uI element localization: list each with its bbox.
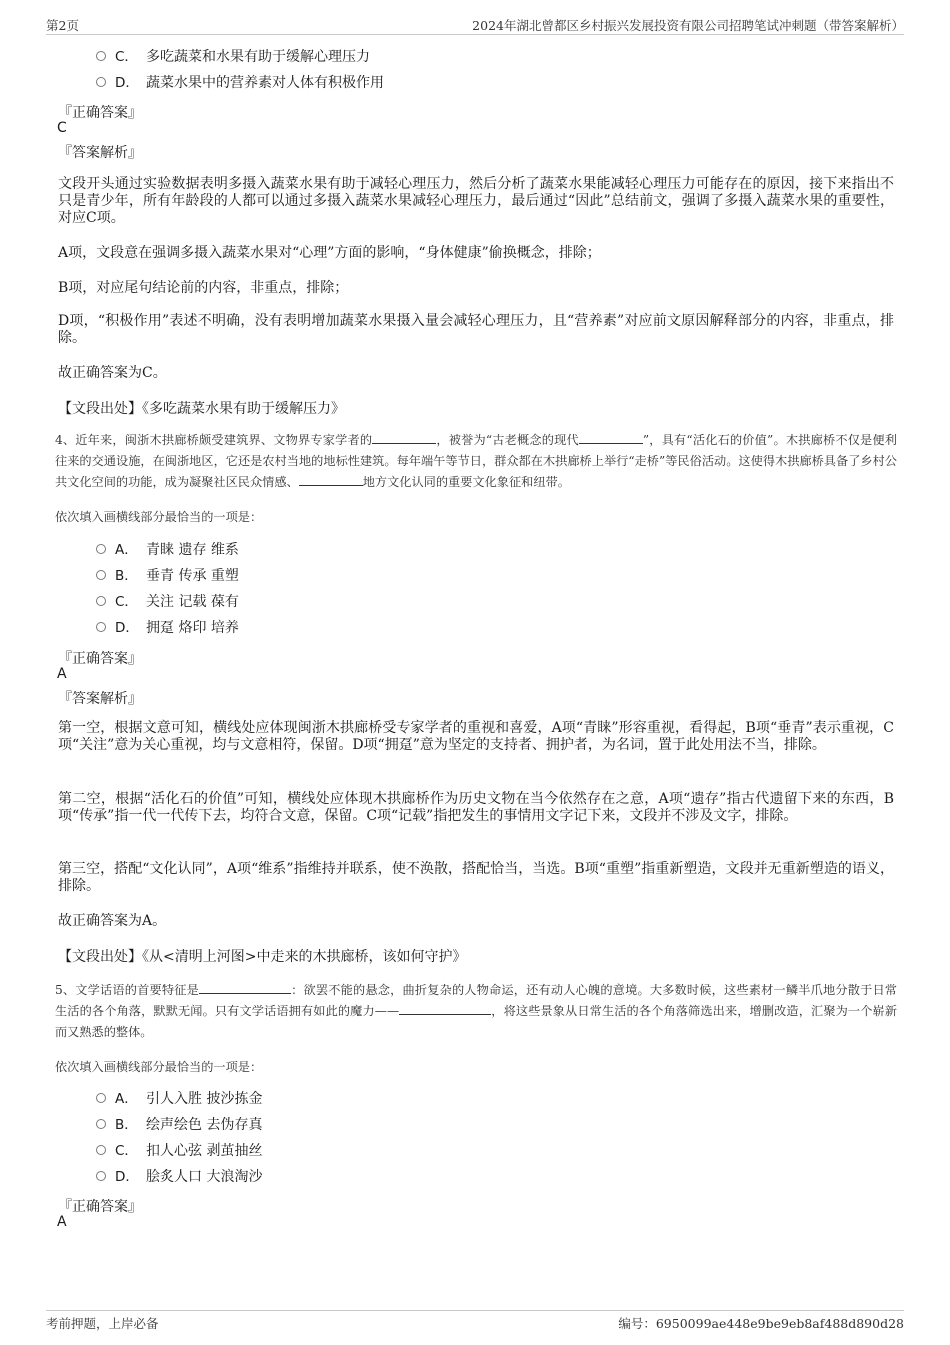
q4-analysis-paragraph: 第一空，根据文意可知，横线处应体现闽浙木拱廊桥受专家学者的重视和喜爱，A项“青睐”形容重视，看得起，B项“垂青”表示重视，C项“关注”意为关心重视，均与文意相符，保留。D项“拥趸”意为坚定的支持者、拥护者，为名词，置于此处用法不当，排除。 <box>58 720 894 753</box>
blank-line <box>579 431 643 444</box>
q4-option-a[interactable] <box>96 540 239 560</box>
option-letter: D． <box>115 620 139 636</box>
q4-analysis-paragraph: 第三空，搭配“文化认同”，A项“维系”指维持并联系，使不涣散，搭配恰当，当选。B项“重塑”指重新塑造，文段并无重新塑造的语义，排除。 <box>58 861 894 894</box>
q3-source: 【文段出处】《多吃蔬菜水果有助于缓解压力》 <box>58 401 345 417</box>
header-divider <box>46 34 904 35</box>
footer-slogan: 考前押题，上岸必备 <box>46 1316 159 1331</box>
option-text: 关注 记载 葆有 <box>146 594 239 610</box>
q5-stem: 5、文学话语的首要特征是 ：欲罢不能的悬念，曲折复杂的人物命运，还有动人心魄的意境。大多数时候，这些素材一鳞半爪地分散于日常生活的各个角落，默默无闻。只有文学话语拥有如此的魔力—— ，将这些景象从日常生活的各个角落筛选出来，增删改造，汇聚为一个崭新而又熟悉的整体。 <box>55 983 898 1039</box>
q4-answer: A <box>57 666 67 682</box>
option-letter: A． <box>115 1091 138 1107</box>
option-text: 脍炙人口 大浪淘沙 <box>146 1169 263 1185</box>
option-text: 蔬菜水果中的营养素对人体有积极作用 <box>146 75 384 91</box>
q5-answer-label: 『正确答案』 <box>58 1199 142 1215</box>
q5-answer: A <box>57 1214 67 1230</box>
q5-option-c[interactable] <box>96 1141 262 1161</box>
option-letter: D． <box>115 75 139 91</box>
q5-intro: 依次填入画横线部分最恰当的一项是： <box>55 1060 263 1074</box>
q3-answer-label: 『正确答案』 <box>58 105 142 121</box>
radio-icon[interactable] <box>96 1093 106 1103</box>
q3-analysis-paragraph: D项，“积极作用”表述不明确，没有表明增加蔬菜水果摄入量会减轻心理压力，且“营养素”对应前文原因解释部分的内容，非重点，排除。 <box>58 313 894 346</box>
q3-analysis-label: 『答案解析』 <box>58 145 142 161</box>
q4-option-b[interactable] <box>96 566 239 586</box>
q3-analysis-paragraph: B项，对应尾句结论前的内容，非重点，排除； <box>58 280 349 296</box>
page-number: 第2页 <box>46 18 79 33</box>
radio-icon[interactable] <box>96 1119 106 1129</box>
option-text: 扣人心弦 剥茧抽丝 <box>146 1143 263 1159</box>
document-title: 2024年湖北曾都区乡村振兴发展投资有限公司招聘笔试冲刺题（带答案解析） <box>472 18 904 33</box>
option-letter: C． <box>115 49 138 65</box>
q4-analysis-label: 『答案解析』 <box>58 691 142 707</box>
option-text: 垂青 传承 重塑 <box>146 568 239 584</box>
radio-icon[interactable] <box>96 570 106 580</box>
q3-analysis-paragraph: 故正确答案为C。 <box>58 365 167 381</box>
radio-icon[interactable] <box>96 1171 106 1181</box>
q3-option-c[interactable] <box>96 47 370 67</box>
blank-line <box>199 981 291 994</box>
q4-option-c[interactable] <box>96 592 239 612</box>
q4-intro: 依次填入画横线部分最恰当的一项是： <box>55 510 263 524</box>
blank-line <box>399 1002 491 1015</box>
option-text: 多吃蔬菜和水果有助于缓解心理压力 <box>146 49 370 65</box>
q5-option-a[interactable] <box>96 1089 262 1109</box>
radio-icon[interactable] <box>96 77 106 87</box>
option-letter: A． <box>115 542 138 558</box>
q4-analysis-paragraph: 故正确答案为A。 <box>58 913 167 929</box>
q3-answer: C <box>57 120 67 136</box>
blank-line <box>299 473 363 486</box>
q4-analysis-paragraph: 第二空，根据“活化石的价值”可知，横线处应体现木拱廊桥作为历史文物在当今依然存在之意，A项“遗存”指古代遗留下来的东西，B项“传承”指一代一代传下去，均符合文意，保留。C项“记载”指把发生的事情用文字记下来，文段并不涉及文字，排除。 <box>58 791 894 824</box>
q5-option-b[interactable] <box>96 1115 262 1135</box>
q4-answer-label: 『正确答案』 <box>58 651 142 667</box>
option-letter: C． <box>115 594 138 610</box>
q5-option-d[interactable] <box>96 1167 262 1187</box>
q4-option-d[interactable] <box>96 618 239 638</box>
option-text: 绘声绘色 去伪存真 <box>146 1117 263 1133</box>
option-text: 引人入胜 披沙拣金 <box>146 1091 263 1107</box>
radio-icon[interactable] <box>96 51 106 61</box>
option-text: 青睐 遗存 维系 <box>146 542 239 558</box>
q3-option-d[interactable] <box>96 73 384 93</box>
option-text: 拥趸 烙印 培养 <box>146 620 239 636</box>
option-letter: B． <box>115 568 138 584</box>
q3-analysis-paragraph: A项，文段意在强调多摄入蔬菜水果对“心理”方面的影响，“身体健康”偷换概念，排除； <box>58 245 601 261</box>
blank-line <box>372 431 436 444</box>
footer-divider <box>46 1310 904 1311</box>
footer-document-id: 编号：6950099ae448e9be9eb8af488d890d28 <box>618 1316 904 1331</box>
radio-icon[interactable] <box>96 1145 106 1155</box>
option-letter: B． <box>115 1117 138 1133</box>
q4-source: 【文段出处】《从<清明上河图>中走来的木拱廊桥，该如何守护》 <box>58 949 467 965</box>
q3-analysis-paragraph: 文段开头通过实验数据表明多摄入蔬菜水果有助于减轻心理压力，然后分析了蔬菜水果能减轻心理压力可能存在的原因，接下来指出不只是青少年，所有年龄段的人都可以通过多摄入蔬菜水果减轻心理压力，最后通过“因此”总结前文，强调了多摄入蔬菜水果的重要性，对应C项。 <box>58 176 894 226</box>
option-letter: C． <box>115 1143 138 1159</box>
q4-stem: 4、近年来，闽浙木拱廊桥颇受建筑界、文物界专家学者的 ，被誉为“古老概念的现代 ”，具有“活化石的价值”。木拱廊桥不仅是便利往来的交通设施，在闽浙地区，它还是农村当地的地标性建筑。每年端午等节日，群众都在木拱廊桥上举行“走桥”等民俗活动。这使得木拱廊桥具备了乡村公共文化空间的功能，成为凝聚社区民众情感、 地方文化认同的重要文化象征和纽带。 <box>55 433 897 489</box>
option-letter: D． <box>115 1169 139 1185</box>
radio-icon[interactable] <box>96 596 106 606</box>
radio-icon[interactable] <box>96 544 106 554</box>
radio-icon[interactable] <box>96 622 106 632</box>
